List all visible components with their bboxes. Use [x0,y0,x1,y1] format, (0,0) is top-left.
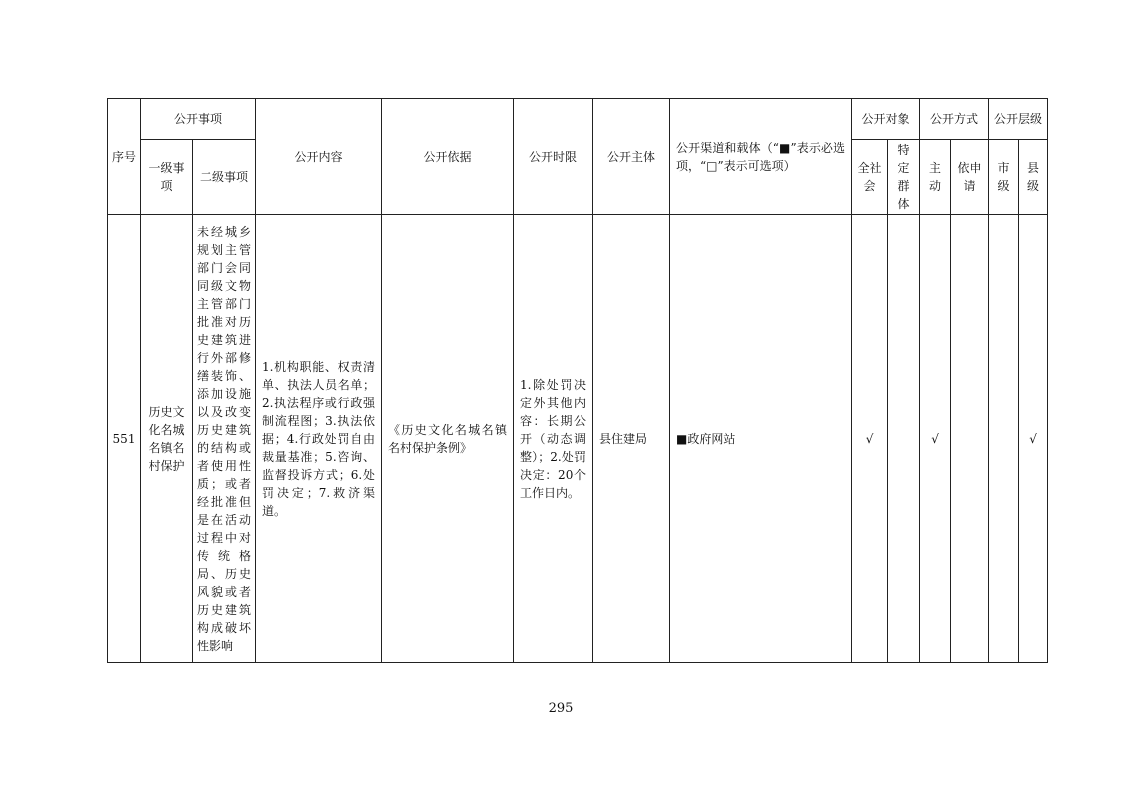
page-number: 295 [548,701,574,716]
cell-seq: 551 [108,215,141,663]
header-time-limit: 公开时限 [514,99,593,215]
cell-target-all: √ [852,215,888,663]
cell-content: 1.机构职能、权责清单、执法人员名单；2.执法程序或行政强制流程图；3.执法依据；4.行政处罚自由裁量基准；5.咨询、监督投诉方式；6.处罚决定；7.救济渠道。 [256,215,382,663]
header-target-group: 特定群体 [888,140,920,215]
header-content: 公开内容 [256,99,382,215]
header-level-county: 县级 [1019,140,1048,215]
header-level1: 一级事项 [141,140,193,215]
header-mode-active: 主动 [920,140,951,215]
cell-time-limit: 1.除处罚决定外其他内容：长期公开（动态调整）；2.处罚决定：20个工作日内。 [514,215,593,663]
cell-channel: ■政府网站 [670,215,852,663]
header-mode-request: 依申请 [951,140,989,215]
header-level-city: 市级 [989,140,1019,215]
header-mode: 公开方式 [920,99,989,140]
header-target: 公开对象 [852,99,920,140]
cell-level-city [989,215,1019,663]
header-target-all: 全社会 [852,140,888,215]
header-seq: 序号 [108,99,141,215]
cell-level-county: √ [1019,215,1048,663]
cell-mode-active: √ [920,215,951,663]
header-level2: 二级事项 [193,140,256,215]
cell-mode-request [951,215,989,663]
header-subject: 公开主体 [593,99,670,215]
table-row [108,215,1048,663]
disclosure-table [107,98,1048,663]
cell-level1: 历史文化名城名镇名村保护 [141,215,193,663]
cell-level2: 未经城乡规划主管部门会同同级文物主管部门批准对历史建筑进行外部修缮装饰、添加设施以及改变历史建筑的结构或者使用性质；或者经批准但是在活动过程中对传统格局、历史风貌或者历史建筑构成破坏性影响 [193,215,256,663]
cell-basis: 《历史文化名城名镇名村保护条例》 [382,215,514,663]
cell-subject: 县住建局 [593,215,670,663]
header-matter: 公开事项 [141,99,256,140]
header-channel: 公开渠道和载体（“■”表示必选项，“□”表示可选项） [670,99,852,215]
header-basis: 公开依据 [382,99,514,215]
cell-target-group [888,215,920,663]
header-level: 公开层级 [989,99,1048,140]
